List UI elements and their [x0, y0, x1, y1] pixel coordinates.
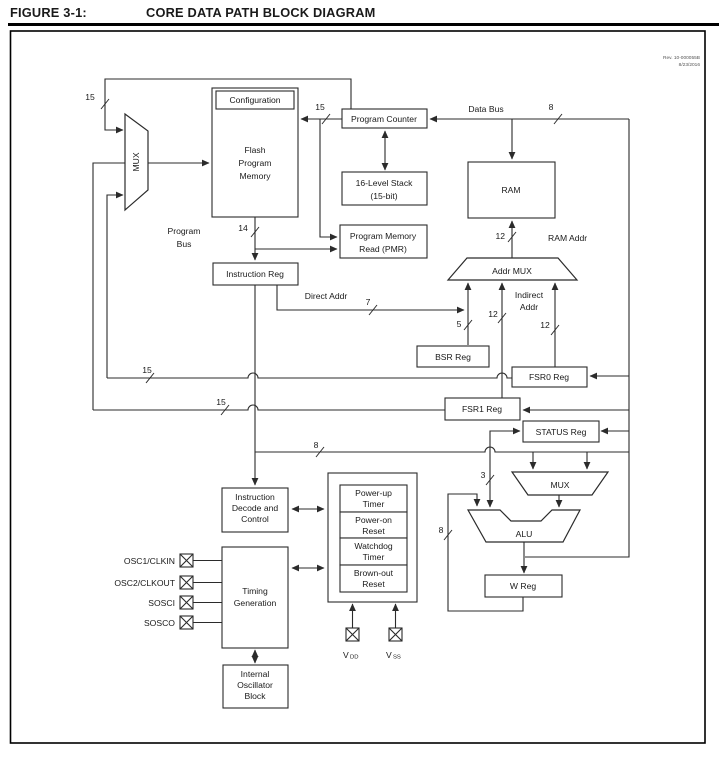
program-mux-label: MUX — [131, 152, 141, 172]
status-reg-label: STATUS Reg — [535, 427, 587, 437]
bus-label-fsr1bus-15: 15 — [216, 397, 226, 407]
power-up-timer-label-2: Timer — [362, 499, 385, 509]
fsr0-reg-label: FSR0 Reg — [528, 372, 570, 382]
bus-label-flash-14: 14 — [238, 223, 248, 233]
ram-label: RAM — [501, 185, 521, 195]
bus-label-pc-top-15: 15 — [85, 92, 95, 102]
pmr-label-1: Program Memory — [349, 231, 417, 241]
figure-title: CORE DATA PATH BLOCK DIAGRAM — [146, 5, 376, 20]
vss-pin-label-sub: SS — [393, 654, 401, 661]
power-on-reset-label-1: Power-on — [355, 515, 392, 525]
watchdog-timer-label-1: Watchdog — [354, 541, 393, 551]
blocks — [212, 88, 599, 708]
bus-label-indirect-2: Addr — [519, 302, 539, 312]
program-counter-label: Program Counter — [351, 114, 417, 124]
figure-label: FIGURE 3-1: — [10, 5, 87, 20]
bus-label-data-bus: Data Bus — [468, 104, 504, 114]
bus-label-status-3: 3 — [480, 470, 486, 480]
bus-label-direct-7: 7 — [365, 297, 371, 307]
wire-fsr1-bus-horizontal — [93, 405, 445, 410]
title-rule — [8, 23, 719, 26]
osc1-pin-label: OSC1/CLKIN — [123, 556, 175, 566]
revision-line1: Rev. 10-000055B — [663, 56, 700, 61]
sosco-pin-icon — [180, 616, 193, 629]
timing-label-1: Timing — [242, 586, 268, 596]
vss-pin-icon — [389, 628, 402, 641]
vdd-pin-icon — [346, 628, 359, 641]
stack-label-2: (15-bit) — [370, 191, 398, 201]
wire-literal-bus — [255, 447, 629, 452]
flash-label-3: Memory — [239, 171, 271, 181]
osc2-pin-icon — [180, 576, 193, 589]
addr-mux-label: Addr MUX — [492, 266, 532, 276]
revision-line2: 8/23/2016 — [678, 63, 700, 68]
bus-label-literal-8: 8 — [313, 440, 319, 450]
iob-label-1: Internal — [240, 669, 270, 679]
vss-pin-label: V — [386, 650, 392, 660]
bus-label-pc-flash-15: 15 — [315, 102, 325, 112]
instruction-reg-label: Instruction Reg — [226, 269, 284, 279]
fsr1-reg-label: FSR1 Reg — [461, 404, 503, 414]
iob-label-3: Block — [244, 691, 266, 701]
power-on-reset-label-2: Reset — [362, 526, 385, 536]
osc2-pin-label: OSC2/CLKOUT — [114, 578, 175, 588]
wire-fsr0-bus-to-mux — [107, 195, 123, 378]
bus-label-ramaddr-12: 12 — [495, 231, 505, 241]
data-mux-label: MUX — [550, 480, 570, 490]
bus-label-direct-addr: Direct Addr — [304, 291, 348, 301]
brown-out-reset-label-2: Reset — [362, 579, 385, 589]
power-up-timer-label-1: Power-up — [355, 488, 392, 498]
bus-label-indirect-1: Indirect — [514, 290, 544, 300]
sosco-pin-label: SOSCO — [143, 618, 175, 628]
watchdog-timer-label-2: Timer — [362, 552, 385, 562]
vdd-pin-label-sub: DD — [350, 654, 359, 661]
bus-label-fsr0bus-15: 15 — [142, 365, 152, 375]
wire-status-alu — [490, 431, 520, 507]
bus-label-fsr0-12: 12 — [540, 320, 550, 330]
configuration-label: Configuration — [229, 95, 281, 105]
osc1-pin-icon — [180, 554, 193, 567]
pmr-label-2: Read (PMR) — [359, 244, 407, 254]
sosci-pin-icon — [180, 596, 193, 609]
bus-label-data-8: 8 — [548, 102, 554, 112]
iob-label-2: Oscillator — [237, 680, 273, 690]
idc-label-1: Instruction — [235, 492, 275, 502]
wire-pc-to-pmr — [320, 119, 337, 237]
stack-label-1: 16-Level Stack — [355, 178, 413, 188]
idc-label-2: Decode and — [231, 503, 279, 513]
bsr-reg-label: BSR Reg — [435, 352, 471, 362]
flash-label-1: Flash — [244, 145, 266, 155]
sosci-pin-label: SOSCI — [148, 598, 175, 608]
bus-label-bsr-5: 5 — [456, 319, 462, 329]
alu-label: ALU — [515, 529, 533, 539]
bus-label-wfb-8: 8 — [438, 525, 444, 535]
bus-label-program-bus-1: Program — [167, 226, 201, 236]
bus-label-fsr1-12: 12 — [488, 309, 498, 319]
wire-fsr0-bus-horizontal — [107, 373, 512, 378]
idc-label-3: Control — [241, 514, 269, 524]
bus-label-ram-addr: RAM Addr — [548, 233, 588, 243]
brown-out-reset-label-1: Brown-out — [353, 568, 394, 578]
w-reg-label: W Reg — [509, 581, 537, 591]
vdd-pin-label: V — [343, 650, 349, 660]
flash-label-2: Program — [238, 158, 272, 168]
bus-label-program-bus-2: Bus — [176, 239, 192, 249]
timing-label-2: Generation — [233, 598, 277, 608]
